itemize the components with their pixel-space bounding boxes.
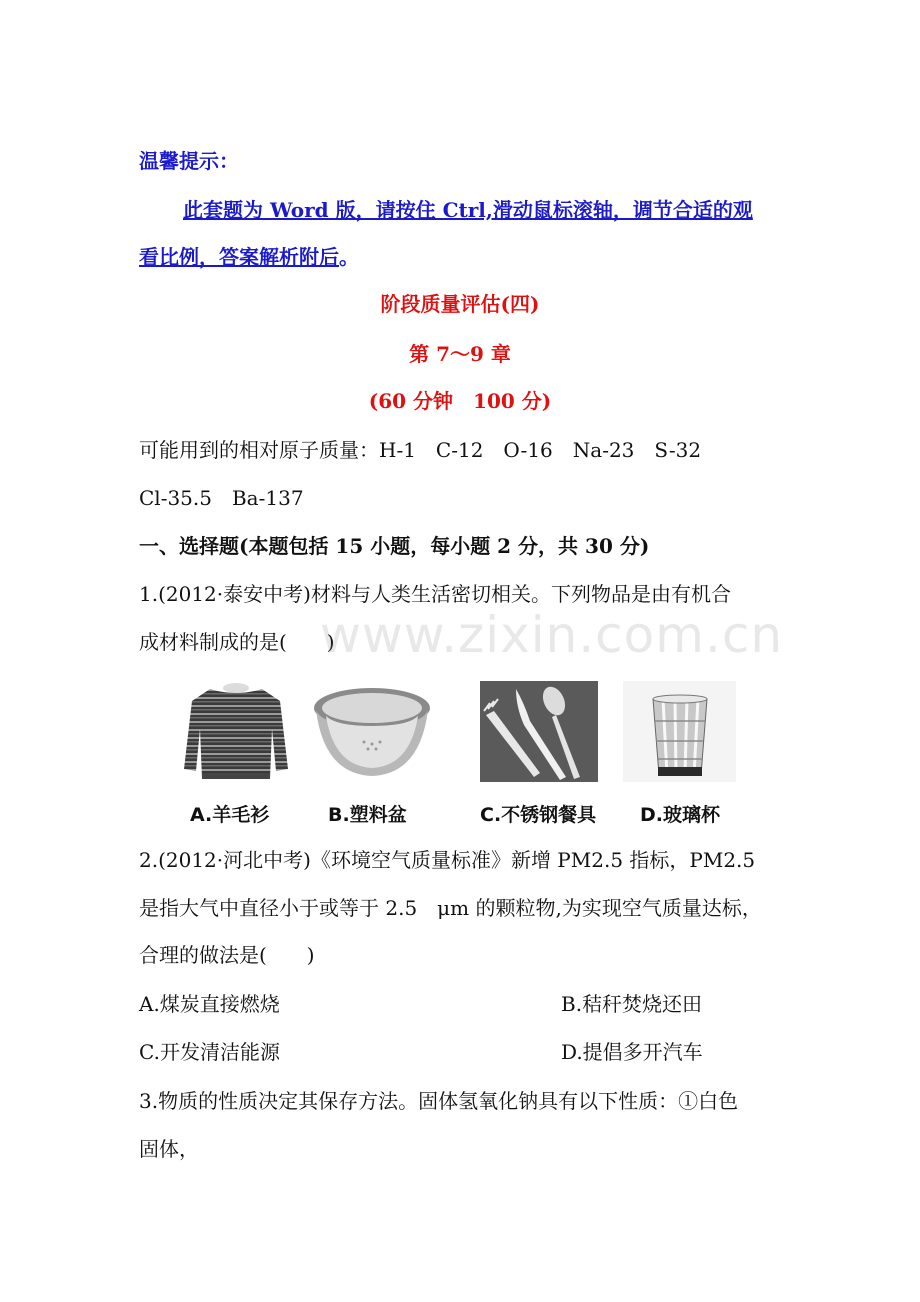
- q3-line2: 固体，: [139, 1137, 199, 1161]
- q3-line1: 3.物质的性质决定其保存方法。固体氢氧化钠具有以下性质：①白色: [139, 1089, 739, 1113]
- page-title: 阶段质量评估(四): [380, 292, 540, 316]
- q2-option-d: D.提倡多开汽车: [561, 1040, 703, 1064]
- sweater-image: [184, 681, 288, 782]
- section-title: 一、选择题(本题包括 15 小题，每小题 2 分，共 30 分): [139, 534, 650, 558]
- glass-image: [623, 681, 736, 782]
- q2-option-c: C.开发清洁能源: [139, 1040, 280, 1064]
- q1-line1: 1.(2012·泰安中考)材料与人类生活密切相关。下列物品是由有机合: [139, 582, 731, 606]
- q1-caption-b: B.塑料盆: [328, 804, 407, 826]
- tip-line1: 此套题为 Word 版，请按住 Ctrl,滑动鼠标滚轴，调节合适的观: [183, 198, 753, 222]
- q2-line3: 合理的做法是( ): [139, 943, 315, 967]
- q1-caption-d: D.玻璃杯: [640, 804, 720, 826]
- tip-title: 温馨提示：: [139, 149, 239, 173]
- q2-line2: 是指大气中直径小于或等于 2.5 μm 的颗粒物,为实现空气质量达标，: [139, 896, 762, 920]
- atomic-mass-line1: 可能用到的相对原子质量：H-1 C-12 O-16 Na-23 S-32: [139, 438, 702, 462]
- q2-line1: 2.(2012·河北中考)《环境空气质量标准》新增 PM2.5 指标，PM2.5: [139, 848, 756, 872]
- tip-line2-end: 。: [339, 245, 359, 269]
- q2-option-b: B.秸秆焚烧还田: [561, 992, 703, 1016]
- cutlery-image: [480, 681, 598, 782]
- q1-line2: 成材料制成的是( ): [139, 630, 335, 654]
- q1-caption-c: C.不锈钢餐具: [480, 804, 597, 826]
- tip-line2-text: 看比例，答案解析附后: [139, 245, 339, 269]
- time-score: (60 分钟 100 分): [368, 389, 552, 413]
- atomic-mass-line2: Cl-35.5 Ba-137: [139, 486, 304, 510]
- basin-image: [312, 686, 432, 782]
- tip-line2: [139, 243, 359, 271]
- watermark: www.zixin.com.cn: [320, 606, 784, 664]
- q2-option-a: A.煤炭直接燃烧: [139, 992, 280, 1016]
- q1-caption-a: A.羊毛衫: [190, 804, 270, 826]
- chapter-range: 第 7～9 章: [409, 342, 511, 366]
